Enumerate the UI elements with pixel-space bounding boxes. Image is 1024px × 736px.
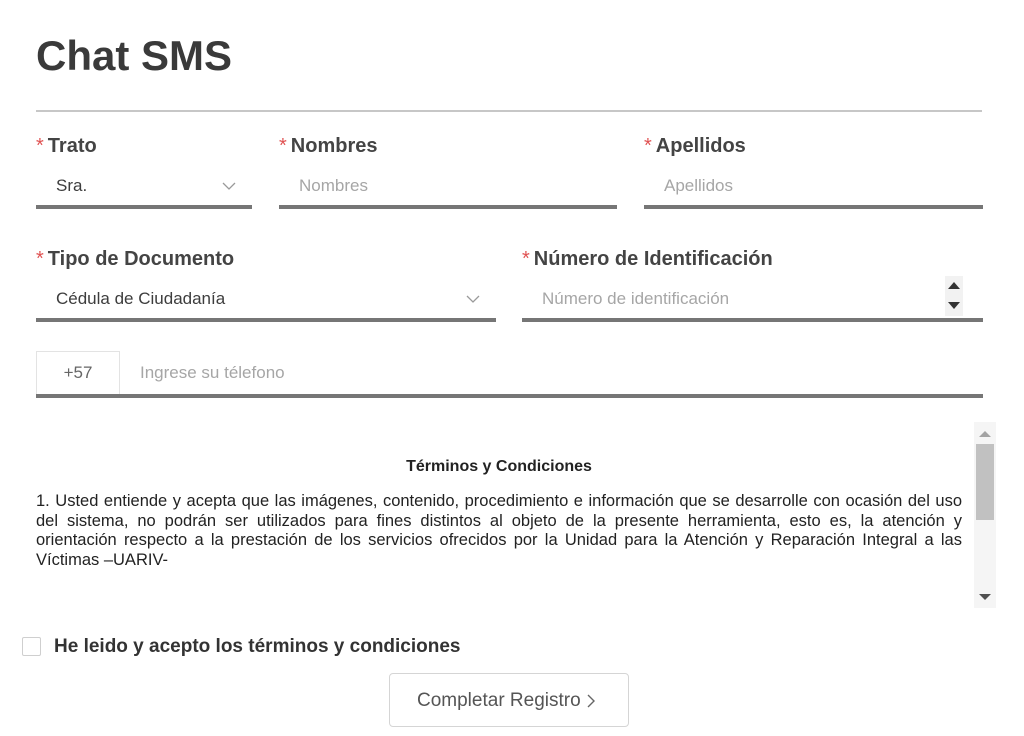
required-mark: * — [279, 135, 287, 157]
scroll-up-icon[interactable] — [979, 431, 991, 437]
phone-prefix[interactable]: +57 — [36, 351, 120, 394]
arrow-up-icon[interactable] — [948, 282, 960, 289]
required-mark: * — [36, 135, 44, 157]
page-title: Chat SMS — [36, 32, 233, 79]
trato-select[interactable] — [36, 163, 252, 209]
accept-terms-checkbox[interactable] — [22, 637, 41, 656]
nombres-placeholder: Nombres — [299, 176, 368, 195]
required-mark: * — [36, 248, 44, 270]
phone-field[interactable] — [36, 351, 983, 398]
number-spinner[interactable] — [945, 276, 963, 316]
terms-box[interactable] — [36, 422, 996, 610]
chevron-right-icon — [586, 694, 596, 708]
chevron-down-icon — [222, 179, 236, 193]
numero-identificacion-label: * Número de Identificación — [522, 248, 773, 270]
tipo-documento-value: Cédula de Ciudadanía — [56, 289, 226, 308]
phone-placeholder: Ingrese su télefono — [140, 363, 285, 382]
required-mark: * — [644, 135, 652, 157]
complete-registration-button[interactable] — [389, 673, 629, 727]
scroll-thumb[interactable] — [976, 444, 994, 520]
nombres-input[interactable] — [279, 163, 617, 209]
trato-field — [36, 135, 252, 215]
terms-title: Términos y Condiciones — [406, 458, 592, 475]
nombres-label: * Nombres — [279, 135, 378, 157]
title-divider — [36, 110, 982, 112]
tipo-documento-select[interactable] — [36, 276, 496, 322]
arrow-down-icon[interactable] — [948, 302, 960, 309]
terms-content — [36, 422, 962, 580]
apellidos-label: * Apellidos — [644, 135, 746, 157]
complete-registration-label: Completar Registro — [417, 690, 581, 711]
numero-identificacion-placeholder: Número de identificación — [542, 289, 730, 308]
numero-identificacion-input[interactable] — [522, 276, 983, 322]
apellidos-input[interactable] — [644, 163, 983, 209]
scroll-down-icon[interactable] — [979, 594, 991, 600]
tipo-documento-field — [36, 248, 496, 328]
apellidos-placeholder: Apellidos — [664, 176, 733, 195]
tipo-documento-label: * Tipo de Documento — [36, 248, 235, 270]
chevron-down-icon — [466, 292, 480, 306]
accept-terms-label[interactable]: He leido y acepto los términos y condiciones — [54, 636, 461, 657]
terms-scrollbar[interactable] — [974, 422, 996, 608]
numero-identificacion-field — [522, 248, 983, 328]
trato-label: * Trato — [36, 135, 97, 157]
apellidos-field — [644, 135, 983, 215]
trato-value: Sra. — [56, 176, 88, 195]
required-mark: * — [522, 248, 530, 270]
terms-paragraph: 1. Usted entiende y acepta que las imágenes, contenido, procedimiento e información que se desarrolle con ocasión del uso del sistema, no podrán ser utilizados para fines distintos al objeto de la presente herramienta, esto es, la atención y orientación respecto a la prestación de los servicios ofrecidos por la Unidad para la Atención y Reparación Integral a las Víctimas –UARIV- — [36, 492, 962, 569]
nombres-field — [279, 135, 617, 215]
